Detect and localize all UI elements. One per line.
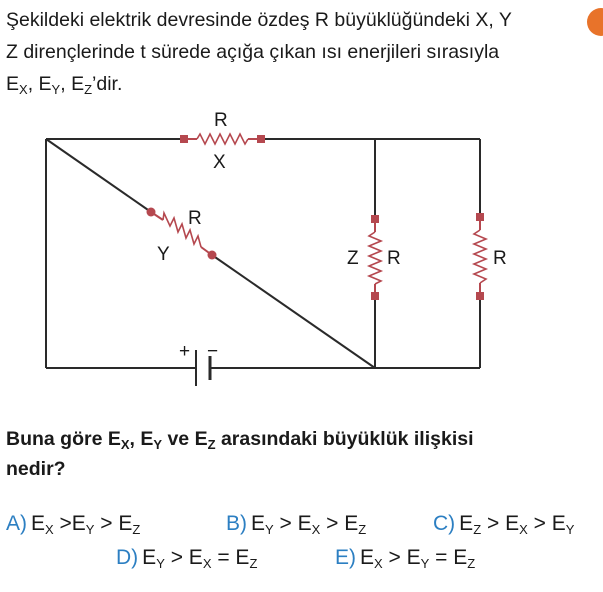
wire-diagonal-upper bbox=[46, 139, 151, 212]
resistor-x-r-label: R bbox=[214, 110, 228, 131]
option-d[interactable]: D) $E_Y > E_X = E_Z$ bbox=[116, 546, 258, 571]
option-c[interactable]: C) $E_Z > E_X > E_Y$ bbox=[433, 512, 575, 537]
question-line-1: Buna göre $E_X$, $E_Y$ ve $E_Z$ arasındaki büyüklük ilişkisi bbox=[6, 428, 474, 452]
resistor-z-r-label: R bbox=[387, 248, 401, 269]
resistor-y-name-label: Y bbox=[157, 244, 170, 265]
battery-plus-label: + bbox=[179, 341, 191, 362]
question-text bbox=[6, 424, 600, 484]
option-e[interactable]: E) $E_X > E_Y = E_Z$ bbox=[335, 546, 476, 571]
wire-diagonal-lower bbox=[212, 255, 375, 368]
resistor-y-r-label: R bbox=[188, 208, 202, 229]
intro-line-3: $E_X$, $E_Y$, $E_Z’dir$. bbox=[6, 73, 123, 97]
resistor-x-name-label: X bbox=[213, 152, 226, 173]
battery-minus-label: − bbox=[207, 341, 219, 362]
resistor-x bbox=[180, 134, 265, 144]
resistor-right-r-label: R bbox=[493, 248, 507, 269]
resistor-z bbox=[369, 215, 381, 300]
option-b[interactable]: B) $E_Y > E_X > E_Z$ bbox=[226, 512, 367, 537]
option-a[interactable]: A) $E_X >E_Y > E_Z$ bbox=[6, 512, 141, 537]
intro-line-2: Z dirençlerinde t sürede açığa çıkan ısı enerjileri sırasıyla bbox=[6, 41, 500, 63]
intro-line-1: Şekildeki elektrik devresinde özdeş R büyüklüğündeki X, Y bbox=[6, 9, 512, 31]
resistor-z-name-label: Z bbox=[347, 248, 359, 269]
resistor-right bbox=[474, 213, 486, 300]
question-line-2: nedir? bbox=[6, 458, 66, 480]
